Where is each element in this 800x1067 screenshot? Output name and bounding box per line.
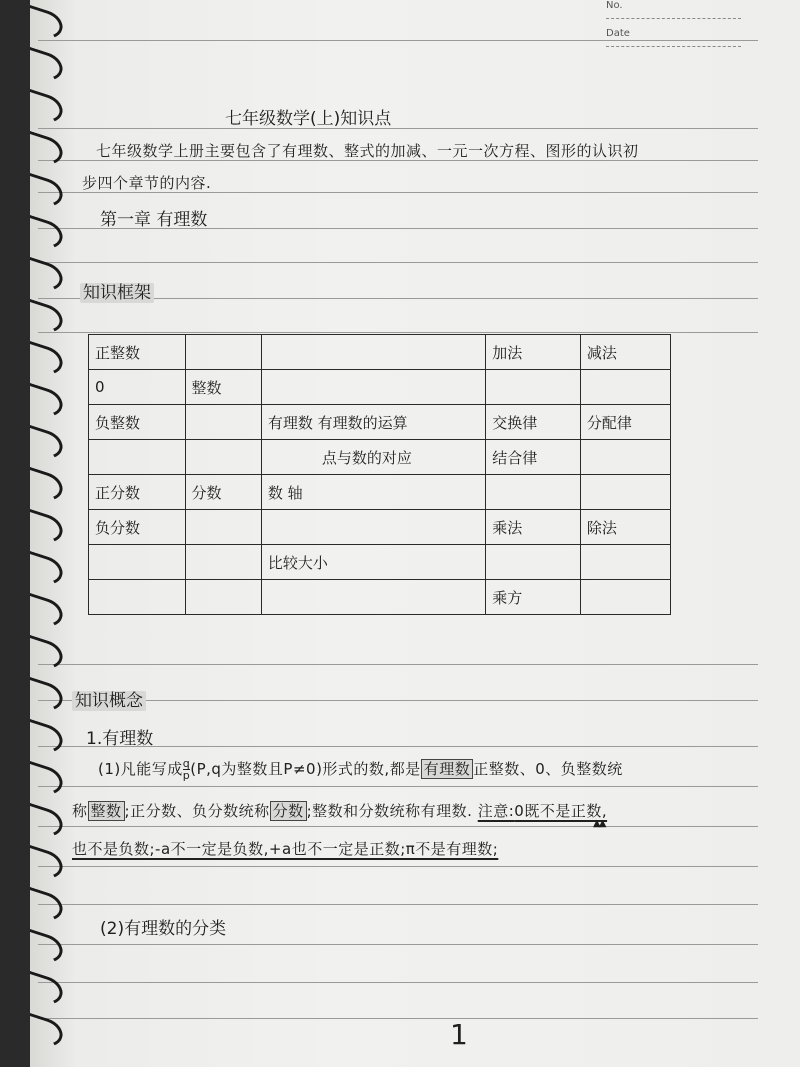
table-row (89, 545, 671, 580)
spiral-ring (30, 677, 66, 716)
date-label: Date (606, 28, 630, 39)
ruled-line (38, 664, 758, 665)
table-row (89, 475, 671, 510)
spiral-ring (30, 719, 66, 758)
table-cell (486, 370, 581, 405)
table-cell (580, 545, 670, 580)
table-cell (89, 580, 186, 615)
table-cell (580, 370, 670, 405)
ruled-line (38, 332, 758, 333)
note-text: 0既不是正数, (514, 802, 608, 820)
page-number: 1 (450, 1018, 468, 1051)
spiral-ring (30, 341, 66, 380)
para-line-3: 也不是负数;-a不一定是负数,+a也不一定是正数;π不是有理数; (72, 840, 499, 858)
subheading-classification: (2)有理数的分类 (100, 919, 227, 939)
table-cell: 点与数的对应 (261, 440, 485, 475)
para-line-2: 称 整数 ;正分数、负分数统称 分数 ;整数和分数统称有理数. 注意:0既不是正数, (72, 802, 608, 820)
note-label: 注意: (477, 802, 515, 820)
intro-line-1: 七年级数学上册主要包含了有理数、整式的加减、一元一次方程、图形的认识初 (96, 142, 639, 160)
table-cell (89, 440, 186, 475)
page-title: 七年级数学(上)知识点 (225, 109, 392, 129)
table-cell (580, 440, 670, 475)
table-cell: 有理数 有理数的运算 (261, 405, 485, 440)
spiral-ring (30, 509, 66, 548)
table-cell (185, 510, 261, 545)
spiral-ring (30, 215, 66, 254)
table-cell (580, 475, 670, 510)
spiral-ring (30, 971, 66, 1010)
spiral-ring (30, 173, 66, 212)
spiral-ring (30, 761, 66, 800)
fraction: $\frac{q}{p}$ (182, 757, 191, 782)
ruled-line (38, 904, 758, 905)
table-cell: 除法 (580, 510, 670, 545)
table-cell: 结合律 (486, 440, 581, 475)
table-row (89, 405, 671, 440)
subheading-rational-numbers: 1.有理数 (86, 729, 154, 749)
table-cell: 比较大小 (261, 545, 485, 580)
ruled-line (38, 866, 758, 867)
table-cell (185, 335, 261, 370)
table-cell: 负分数 (89, 510, 186, 545)
spiral-ring (30, 803, 66, 842)
table-cell (89, 545, 186, 580)
spiral-ring (30, 89, 66, 128)
concept-heading: 知识概念 (72, 686, 146, 711)
table-cell: 整数 (185, 370, 261, 405)
spiral-binding (30, 0, 70, 1067)
para-line-1: (1)凡能写成 $\frac{q}{p}$ (P,q为整数且P≠0)形式的数,都是 有理数 正整数、0、负整数统 (98, 757, 623, 782)
table-cell (486, 475, 581, 510)
table-cell: 负整数 (89, 405, 186, 440)
no-label: No. (606, 0, 623, 11)
spiral-ring (30, 299, 66, 338)
table-cell: 分配律 (580, 405, 670, 440)
intro-line-2: 步四个章节的内容. (82, 174, 212, 192)
spiral-ring (30, 1013, 66, 1052)
table-cell (261, 580, 485, 615)
table-cell: 正分数 (89, 475, 186, 510)
spiral-ring (30, 635, 66, 674)
spiral-ring (30, 929, 66, 968)
table-cell (185, 545, 261, 580)
spiral-ring (30, 425, 66, 464)
table-cell (486, 545, 581, 580)
table-cell: 正整数 (89, 335, 186, 370)
chapter-heading: 第一章 有理数 (100, 210, 208, 230)
table-cell: 分数 (185, 475, 261, 510)
table-row (89, 580, 671, 615)
ruled-line (38, 826, 758, 827)
table-cell (185, 405, 261, 440)
spiral-ring (30, 467, 66, 506)
spiral-ring (30, 131, 66, 170)
table-cell (580, 580, 670, 615)
ruled-line (38, 700, 758, 701)
table-cell: 减法 (580, 335, 670, 370)
spiral-ring (30, 845, 66, 884)
table-cell: 加法 (486, 335, 581, 370)
spiral-ring (30, 5, 66, 44)
no-rule (606, 18, 741, 19)
table-row (89, 440, 671, 475)
ruled-line (38, 982, 758, 983)
ruled-line (38, 40, 758, 41)
boxed-rational-number: 有理数 (421, 759, 474, 779)
ruled-line (38, 786, 758, 787)
boxed-fraction: 分数 (270, 801, 307, 821)
table-cell (261, 510, 485, 545)
ruled-line (38, 944, 758, 945)
spiral-ring (30, 47, 66, 86)
boxed-integer: 整数 (88, 801, 125, 821)
table-cell: 0 (89, 370, 186, 405)
spiral-ring (30, 551, 66, 590)
ruled-line (38, 1018, 758, 1019)
table-cell: 数 轴 (261, 475, 485, 510)
ruled-line (38, 262, 758, 263)
spiral-ring (30, 593, 66, 632)
table-cell (261, 370, 485, 405)
notebook-page (30, 0, 800, 1067)
table-cell: 乘方 (486, 580, 581, 615)
table-cell (185, 440, 261, 475)
table-row (89, 335, 671, 370)
date-rule (606, 46, 741, 47)
table-cell (261, 335, 485, 370)
emphasis-marks: ▲▲ (593, 818, 605, 829)
ruled-line (38, 128, 758, 129)
table-cell: 乘法 (486, 510, 581, 545)
spiral-ring (30, 383, 66, 422)
table-cell: 交换律 (486, 405, 581, 440)
table-row (89, 370, 671, 405)
spiral-ring (30, 887, 66, 926)
knowledge-framework-table (88, 334, 671, 615)
table-cell (185, 580, 261, 615)
framework-heading: 知识框架 (80, 278, 154, 303)
table-row (89, 510, 671, 545)
spiral-ring (30, 257, 66, 296)
